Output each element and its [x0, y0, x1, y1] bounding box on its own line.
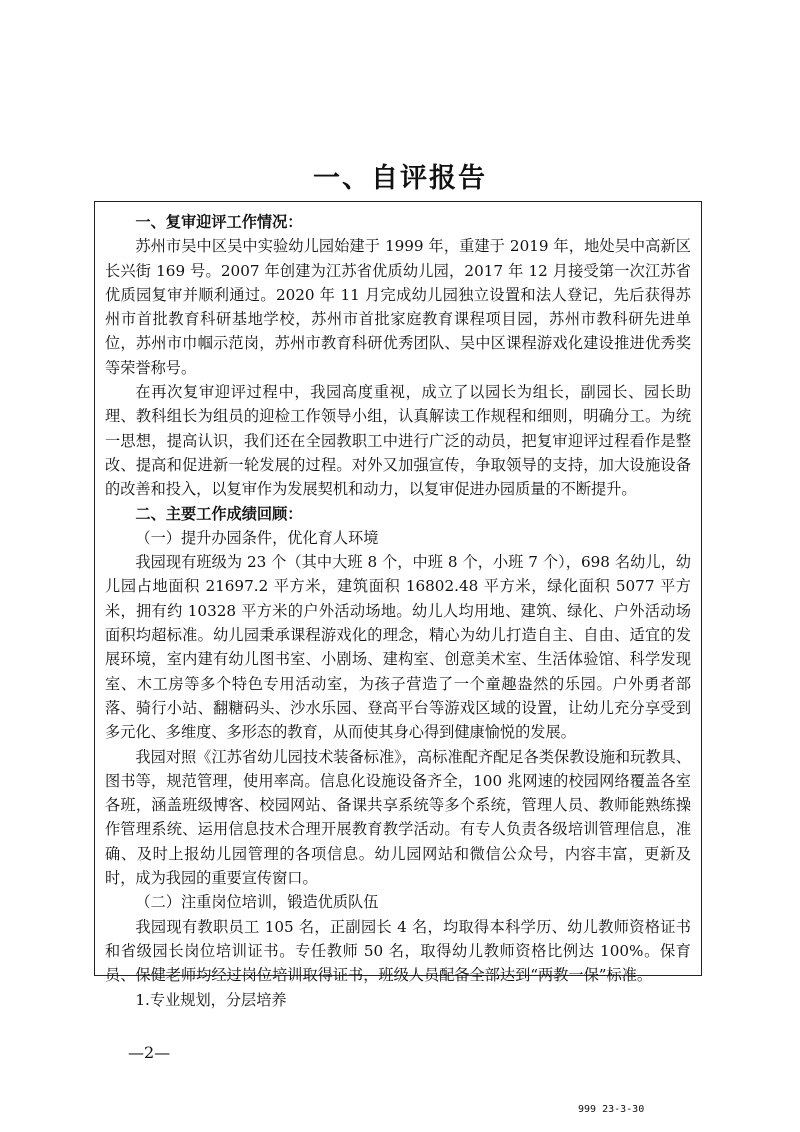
page-number: —2—: [128, 1043, 171, 1062]
report-frame: [94, 201, 702, 1009]
paragraph: 我园对照《江苏省幼儿园技术装备标准》，高标准配齐配足各类保教设施和玩教具、图书等，规范管理，使用率高。信息化设施设备齐全，100 兆网速的校园网络覆盖各室各班，涵盖班级博客、校园网站、备课共享系统等多个系统，管理人员、教师能熟练操作管理系统、运用信息技术合理开展教育教学活动。有专人负责各级培训管理信息，准确、及时上报幼儿园管理的各项信息。幼儿园网站和微信公众号，内容丰富，更新及时，成为我园的重要宣传窗口。: [105, 747, 691, 888]
report-body: [95, 202, 701, 1012]
paragraph: 苏州市吴中区吴中实验幼儿园始建于 1999 年，重建于 2019 年，地处吴中高新区长兴街 169 号。2007 年创建为江苏省优质幼儿园，2017 年 12 月接受第一次江苏省优质园复审并顺利通过。2020 年 11 月完成幼儿园独立设置和法人登记，先后获得苏州市首批教育科研基地学校，苏州市首批家庭教育课程项目园，苏州市教科研先进单位，苏州市巾帼示范岗，苏州市教育科研优秀团队、吴中区课程游戏化建设推进优秀奖等荣誉称号。: [105, 237, 691, 377]
section-heading: 二、主要工作成绩回顾：: [135, 504, 303, 523]
section-heading: 一、复审迎评工作情况：: [135, 213, 303, 231]
list-item-heading: 1.专业规划，分层培养: [135, 990, 287, 1009]
print-stamp: 999 23-3-30: [578, 1104, 645, 1115]
subsection-heading: （二）注重岗位培训，锻造优质队伍: [135, 893, 379, 912]
paragraph: 在再次复审迎评过程中，我园高度重视，成立了以园长为组长，副园长、园长助理、教科组长为组员的迎检工作领导小组，认真解读工作规程和细则，明确分工。为统一思想，提高认识，我们还在全园教职工中进行广泛的动员，把复审迎评过程看作是整改、提高和促进新一轮发展的过程。对外又加强宣传，争取领导的支持，加大设施设备的改善和投入，以复审作为发展契机和动力，以复审促进办园质量的不断提升。: [105, 383, 691, 499]
subsection-heading: （一）提升办园条件，优化育人环境: [135, 528, 379, 547]
paragraph: 我园现有班级为 23 个（其中大班 8 个，中班 8 个，小班 7 个），698 名幼儿，幼儿园占地面积 21697.2 平方米，建筑面积 16802.48 平方米，绿化面积 5077 平方米，拥有约 10328 平方米的户外活动场地。幼儿人均用地、建筑、绿化、户外活动场面积均超标准。幼儿园秉承课程游戏化的理念，精心为幼儿打造自主、自由、适宜的发展环境，室内建有幼儿图书室、小剧场、建构室、创意美术室、生活体验馆、科学发现室、木工房等多个特色专用活动室，为孩子营造了一个童趣盎然的乐园。户外勇者部落、骑行小站、翻糖码头、沙水乐园、登高平台等游戏区域的设置，让幼儿充分享受到多元化、多维度、多形态的教育，从而使其身心得到健康愉悦的发展。: [105, 553, 691, 742]
page-title: 一、自评报告: [313, 163, 487, 194]
paragraph: 我园现有教职员工 105 名，正副园长 4 名，均取得本科学历、幼儿教师资格证书和省级园长岗位培训证书。专任教师 50 名，取得幼儿教师资格比例达 100%。保育员、保健老师均经过岗位培训取得证书，班级人员配备全部达到“两教一保”标准。: [105, 917, 691, 985]
